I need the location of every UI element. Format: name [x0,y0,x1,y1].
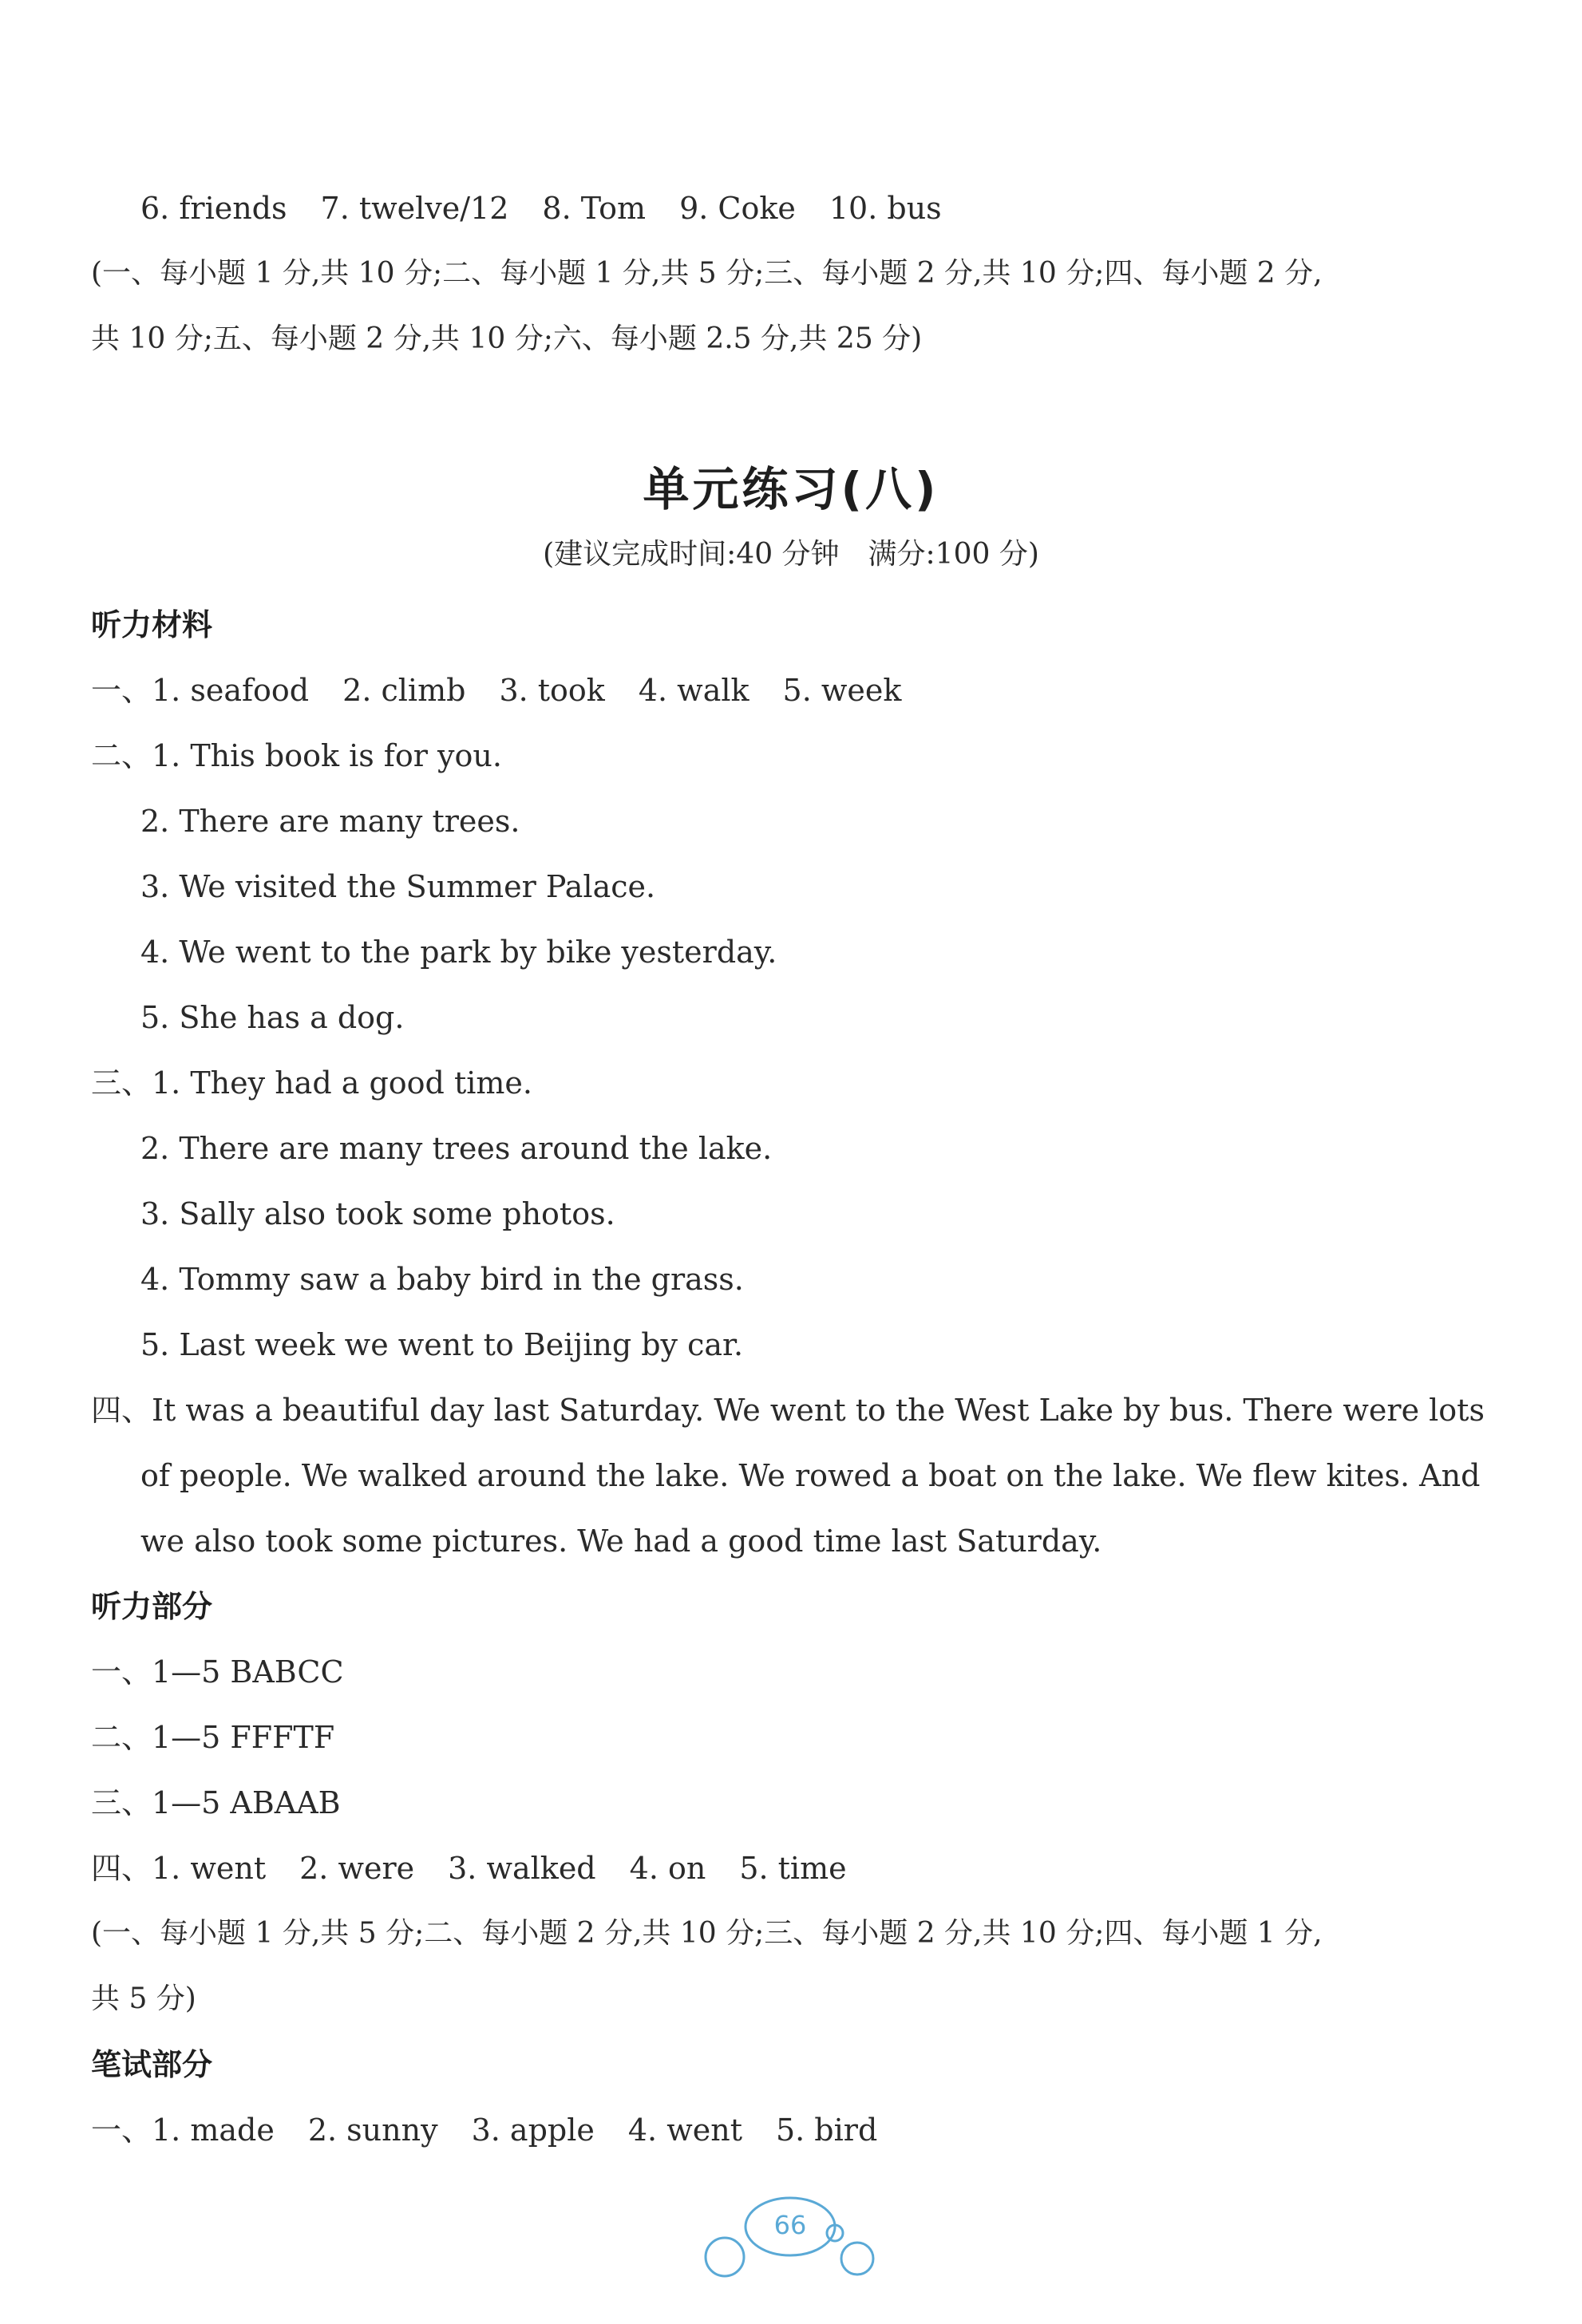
answer-line [91,670,901,710]
answer-item: 一、1. made [91,2113,275,2148]
answer-line-top [140,188,942,228]
section-heading-listening-part: 听力部分 [91,1589,213,1624]
page-number: 66 [773,2210,807,2240]
answer-item: 6. friends [140,191,287,226]
unit-title: 单元练习(八) [643,462,939,516]
answer-item: 一、1. seafood [91,673,310,708]
answer-item: 8. Tom [542,191,647,226]
unit-subtitle: (建议完成时间:40 分钟 满分:100 分) [543,538,1039,571]
paragraph-line: of people. We walked around the lake. We rowed a boat on the lake. We flew kites. And [140,1458,1481,1493]
answer-item: 2. were [299,1851,415,1886]
answer-item: 2. climb [342,673,466,708]
answer-item: 4. on [629,1851,706,1886]
sentence-line: 4. We went to the park by bike yesterday. [140,935,777,970]
sentence-line: 三、1. They had a good time. [91,1065,532,1101]
section-heading-written-part: 笔试部分 [91,2047,213,2082]
sentence-line: 5. Last week we went to Beijing by car. [140,1327,744,1362]
answer-item: 3. took [499,673,605,708]
answer-item: 9. Coke [679,191,796,226]
answer-item: 5. time [739,1851,847,1886]
sentence-line: 二、1. This book is for you. [91,738,502,773]
answer-item: 7. twelve/12 [320,191,509,226]
score-note-line: (一、每小题 1 分,共 10 分;二、每小题 1 分,共 5 分;三、每小题 2 分,共 10 分;四、每小题 2 分, [91,257,1323,290]
answer-item: 3. walked [448,1851,596,1886]
answer-item: 2. sunny [307,2113,438,2148]
paragraph-line: we also took some pictures. We had a good time last Saturday. [140,1524,1102,1559]
sentence-line: 2. There are many trees. [140,804,520,839]
sentence-line: 3. Sally also took some photos. [140,1196,615,1231]
score-note-line: 共 5 分) [91,1982,196,2015]
answer-item: 4. walk [638,673,749,708]
answer-item: 四、1. went [91,1851,267,1886]
section-heading-listening-material: 听力材料 [91,607,213,642]
paragraph-line: 四、It was a beautiful day last Saturday. We went to the West Lake by bus. There were lots [91,1393,1485,1428]
answer-item: 10. bus [829,191,942,226]
answer-line: 三、1—5 ABAAB [91,1785,341,1820]
answer-line [91,2110,877,2150]
answer-line: 二、1—5 FFFTF [91,1720,335,1755]
answer-item: 4. went [627,2113,742,2148]
sentence-line: 4. Tommy saw a baby bird in the grass. [140,1262,744,1297]
page-number-badge [686,2193,894,2289]
sentence-line: 2. There are many trees around the lake. [140,1131,773,1166]
answer-line [91,1848,847,1888]
answer-line: 一、1—5 BABCC [91,1654,344,1690]
score-note-line: 共 10 分;五、每小题 2 分,共 10 分;六、每小题 2.5 分,共 25 分) [91,322,923,355]
sentence-line: 3. We visited the Summer Palace. [140,869,656,904]
answer-item: 5. week [782,673,902,708]
sentence-line: 5. She has a dog. [140,1000,405,1035]
answer-item: 3. apple [471,2113,595,2148]
score-note-line: (一、每小题 1 分,共 5 分;二、每小题 2 分,共 10 分;三、每小题 2 分,共 10 分;四、每小题 1 分, [91,1917,1323,1950]
answer-item: 5. bird [775,2113,878,2148]
